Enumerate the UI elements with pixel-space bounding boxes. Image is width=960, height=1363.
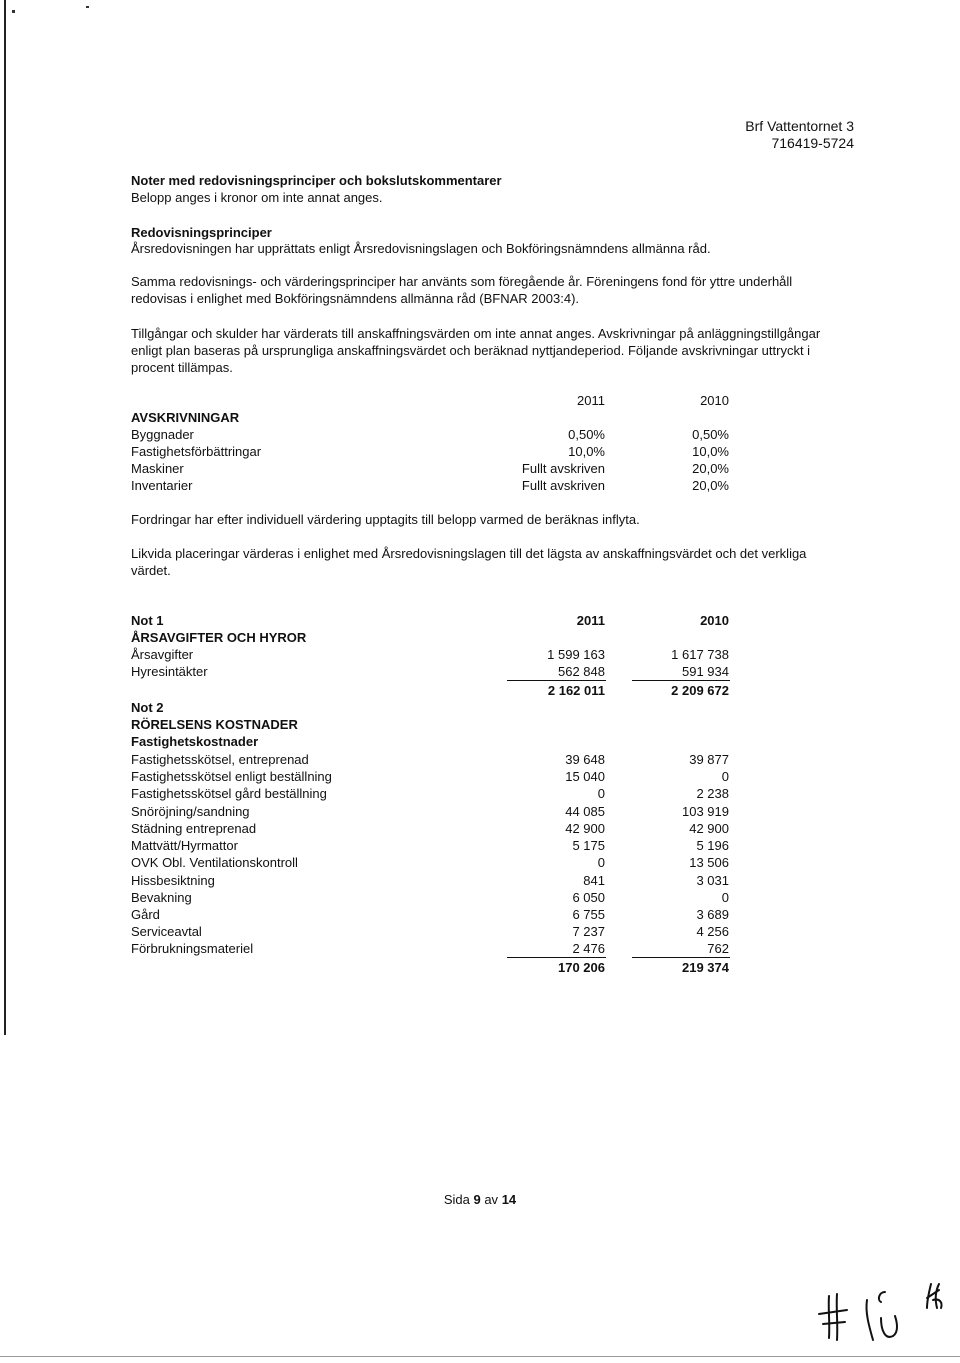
- scan-border-line: [4, 0, 6, 1035]
- table-cell-2010: 13 506: [689, 855, 729, 870]
- table-cell-2011: 15 040: [565, 769, 605, 784]
- paragraph-line: enligt plan baseras på ursprungliga anskaffningsvärdet och beräknad nyttjandeperiod. Följande avskrivningar uttryckt i: [131, 343, 811, 358]
- table-cell-2010: 4 256: [696, 924, 729, 939]
- table-cell-2010: 20,0%: [692, 478, 729, 493]
- page-prefix: Sida: [443, 1192, 474, 1207]
- paragraph-line: Tillgångar och skulder har värderats till anskaffningsvärden om inte annat anges. Avskrivningar på anläggningstillgångar: [131, 326, 821, 341]
- sum-rule: [632, 680, 730, 681]
- paragraph-line: Likvida placeringar värderas i enlighet med Årsredovisningslagen till det lägsta av anskaffningsvärdet och det verkliga: [131, 546, 807, 561]
- table-row-label: Mattvätt/Hyrmattor: [131, 838, 238, 853]
- table-cell-2010: 762: [707, 941, 729, 956]
- depreciation-heading: AVSKRIVNINGAR: [131, 410, 240, 425]
- principles-heading: Redovisningsprinciper: [131, 225, 272, 240]
- table-cell-2011: 562 848: [558, 664, 605, 679]
- principles-paragraph-1: Årsredovisningen har upprättats enligt Årsredovisningslagen och Bokföringsnämndens allmänna råd.: [131, 241, 711, 256]
- table-cell-2011: 42 900: [565, 821, 605, 836]
- table-cell-2011: 2 476: [572, 941, 605, 956]
- scan-speck: [12, 10, 15, 13]
- table-cell-2010: 20,0%: [692, 461, 729, 476]
- principles-paragraph-3: [131, 325, 851, 376]
- total-2011: 170 206: [558, 960, 605, 975]
- table-row-label: Städning entreprenad: [131, 821, 257, 836]
- table-row-label: Förbrukningsmateriel: [131, 941, 254, 956]
- table-cell-2011: 44 085: [565, 804, 605, 819]
- table-cell-2010: 3 689: [696, 907, 729, 922]
- paragraph-line: procent tillämpas.: [131, 360, 233, 375]
- table-cell-2011: 10,0%: [568, 444, 605, 459]
- table-row-label: Serviceavtal: [131, 924, 202, 939]
- table-cell-2010: 1 617 738: [671, 647, 729, 662]
- note-subheading: Fastighetskostnader: [131, 734, 259, 749]
- table-cell-2011: 6 755: [572, 907, 605, 922]
- table-row-label: Snöröjning/sandning: [131, 804, 250, 819]
- note-heading: ÅRSAVGIFTER OCH HYROR: [131, 630, 307, 645]
- table-row-label: Bevakning: [131, 890, 192, 905]
- table-row-label: Inventarier: [131, 478, 193, 493]
- page-number: 9: [473, 1192, 481, 1207]
- paragraph-line: redovisas i enlighet med Bokföringsnämndens allmänna råd (BFNAR 2003:4).: [131, 291, 580, 306]
- table-cell-2011: 0: [597, 855, 605, 870]
- organization-name: Brf Vattentornet 3: [745, 118, 854, 134]
- year-header-2010: 2010: [700, 613, 729, 628]
- table-cell-2010: 39 877: [689, 752, 729, 767]
- table-cell-2011: 841: [583, 873, 605, 888]
- receivables-paragraph: Fordringar har efter individuell värdering upptagits till belopp varmed de beräknas inflyta.: [131, 512, 640, 527]
- scan-speck: [86, 6, 89, 8]
- total-2010: 219 374: [682, 960, 729, 975]
- table-row-label: Årsavgifter: [131, 647, 194, 662]
- table-cell-2011: 0: [597, 786, 605, 801]
- note-label: Not 2: [131, 700, 164, 715]
- sum-rule: [507, 680, 606, 681]
- liquid-placements-paragraph: [131, 545, 851, 579]
- table-row-label: Fastighetsförbättringar: [131, 444, 262, 459]
- table-cell-2011: 39 648: [565, 752, 605, 767]
- page-footer: [0, 1191, 960, 1208]
- table-cell-2011: Fullt avskriven: [521, 478, 605, 493]
- year-header-2010: 2010: [700, 393, 729, 408]
- table-cell-2010: 591 934: [682, 664, 729, 679]
- sum-rule: [632, 957, 730, 958]
- note-label: Not 1: [131, 613, 164, 628]
- table-cell-2010: 3 031: [696, 873, 729, 888]
- table-cell-2011: Fullt avskriven: [521, 461, 605, 476]
- table-cell-2010: 2 238: [696, 786, 729, 801]
- table-cell-2011: 6 050: [572, 890, 605, 905]
- table-cell-2010: 0,50%: [692, 427, 729, 442]
- note-heading: RÖRELSENS KOSTNADER: [131, 717, 298, 732]
- handwritten-initials: [815, 1278, 955, 1350]
- table-cell-2010: 0: [721, 769, 729, 784]
- table-row-label: Maskiner: [131, 461, 184, 476]
- table-row-label: Hyresintäkter: [131, 664, 208, 679]
- total-2010: 2 209 672: [671, 683, 729, 698]
- document-header: [745, 118, 854, 152]
- sum-rule: [507, 957, 606, 958]
- notes-title: Noter med redovisningsprinciper och bokslutskommentarer: [131, 173, 502, 188]
- table-row-label: Hissbesiktning: [131, 873, 215, 888]
- year-header-2011: 2011: [577, 393, 605, 408]
- table-row-label: Fastighetsskötsel, entreprenad: [131, 752, 309, 767]
- page-mid: av: [480, 1192, 502, 1207]
- paragraph-line: Samma redovisnings- och värderingsprinciper har använts som föregående år. Föreningens fond för yttre underhåll: [131, 274, 793, 289]
- page-total: 14: [501, 1192, 517, 1207]
- table-cell-2010: 5 196: [696, 838, 729, 853]
- table-row-label: Fastighetsskötsel enligt beställning: [131, 769, 332, 784]
- total-2011: 2 162 011: [547, 683, 605, 698]
- table-cell-2010: 42 900: [689, 821, 729, 836]
- notes-subtitle: Belopp anges i kronor om inte annat anges.: [131, 190, 383, 205]
- table-row-label: OVK Obl. Ventilationskontroll: [131, 855, 298, 870]
- scan-bottom-rule: [0, 1356, 960, 1357]
- table-cell-2010: 103 919: [682, 804, 729, 819]
- table-cell-2011: 5 175: [572, 838, 605, 853]
- table-cell-2010: 0: [721, 890, 729, 905]
- table-cell-2011: 1 599 163: [547, 647, 605, 662]
- table-cell-2010: 10,0%: [692, 444, 729, 459]
- organization-number: 716419-5724: [771, 135, 854, 151]
- year-header-2011: 2011: [576, 613, 605, 628]
- table-row-label: Byggnader: [131, 427, 194, 442]
- table-cell-2011: 0,50%: [568, 427, 605, 442]
- table-cell-2011: 7 237: [572, 924, 605, 939]
- table-row-label: Fastighetsskötsel gård beställning: [131, 786, 327, 801]
- paragraph-line: värdet.: [131, 563, 171, 578]
- table-row-label: Gård: [131, 907, 160, 922]
- principles-paragraph-2: [131, 273, 851, 307]
